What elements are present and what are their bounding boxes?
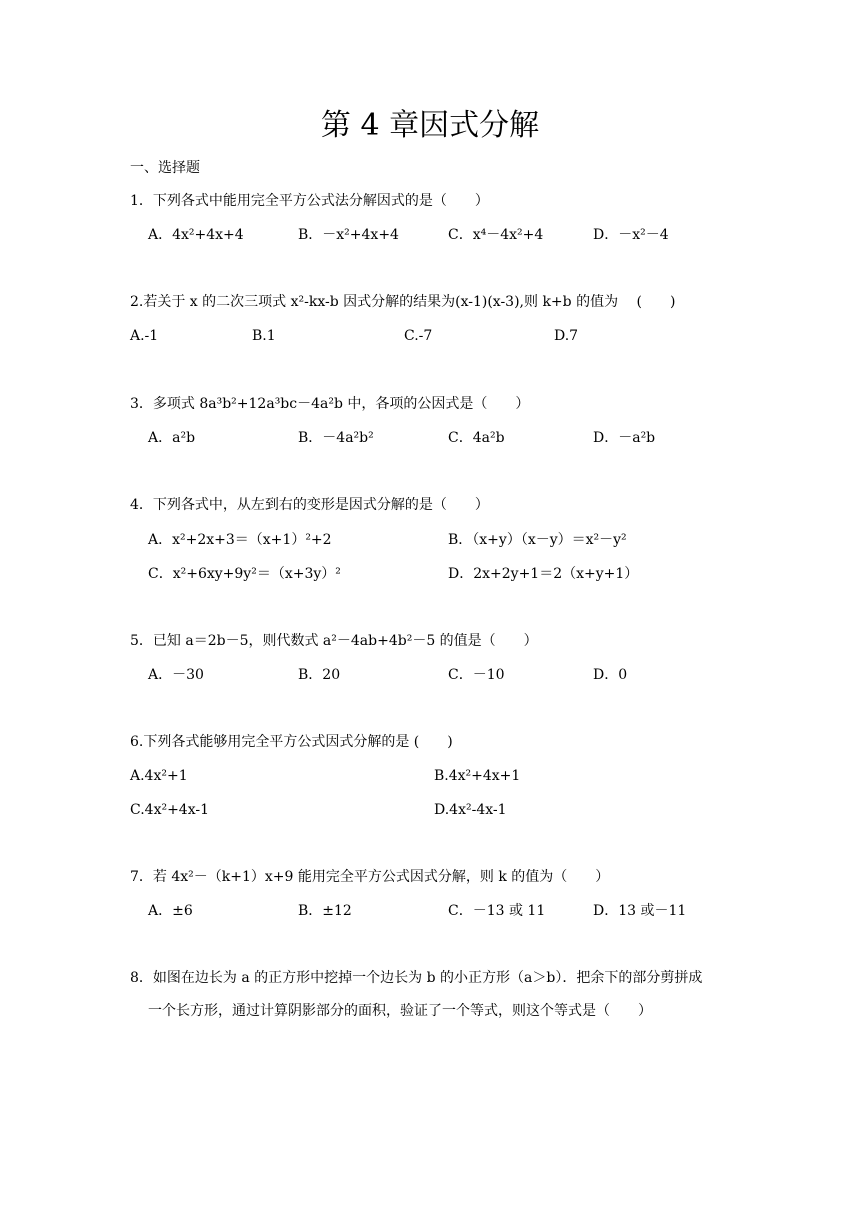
question-5-option-b: B．20: [298, 667, 341, 683]
question-2-option-d: D.7: [554, 328, 579, 344]
question-4-option-b: B．（x+y）（x－y）＝x²－y²: [448, 532, 627, 548]
question-6-option-b: B.4x²+4x+1: [434, 768, 521, 784]
question-2-stem: 2.若关于 x 的二次三项式 x²-kx-b 因式分解的结果为(x-1)(x-3),则 k+b 的值为 ( ): [130, 294, 676, 310]
question-3-option-d: D．－a²b: [593, 430, 656, 446]
question-2-option-b: B.1: [252, 328, 276, 344]
question-2-option-a: A.-1: [130, 328, 159, 344]
question-4-stem: 4．下列各式中，从左到右的变形是因式分解的是（ ）: [130, 497, 489, 513]
question-4-option-c: C．x²+6xy+9y²＝（x+3y）²: [148, 566, 341, 582]
question-7-option-d: D．13 或－11: [593, 903, 687, 919]
question-7-stem: 7．若 4x²－（k+1）x+9 能用完全平方公式因式分解，则 k 的值为（ ）: [130, 869, 610, 885]
question-7-option-b: B．±12: [298, 903, 352, 919]
question-1-option-b: B．－x²+4x+4: [298, 227, 399, 243]
question-8-stem-line-1: 8．如图在边长为 a 的正方形中挖掉一个边长为 b 的小正方形（a＞b）．把余下的部分剪拼成: [130, 970, 703, 986]
question-3-option-c: C．4a²b: [448, 430, 505, 446]
question-3-option-a: A．a²b: [148, 430, 196, 446]
question-5-option-d: D．0: [593, 667, 628, 683]
question-1-option-a: A．4x²+4x+4: [148, 227, 244, 243]
question-3-option-b: B．－4a²b²: [298, 430, 374, 446]
question-7-option-a: A．±6: [148, 903, 193, 919]
question-5-option-a: A．－30: [148, 667, 204, 683]
question-7-option-c: C．－13 或 11: [448, 903, 546, 919]
question-2-option-c: C.-7: [404, 328, 433, 344]
question-6-option-c: C.4x²+4x-1: [130, 802, 210, 818]
question-5-option-c: C．－10: [448, 667, 505, 683]
question-6-option-d: D.4x²-4x-1: [434, 802, 507, 818]
question-8-stem-line-2: 一个长方形，通过计算阴影部分的面积，验证了一个等式，则这个等式是（ ）: [148, 1003, 652, 1019]
question-1-stem: 1．下列各式中能用完全平方公式法分解因式的是（ ）: [130, 193, 489, 209]
question-1-option-c: C．x⁴－4x²+4: [448, 227, 544, 243]
question-4-option-d: D．2x+2y+1＝2（x+y+1）: [448, 566, 639, 582]
question-1-option-d: D．－x²－4: [593, 227, 669, 243]
question-5-stem: 5．已知 a＝2b－5，则代数式 a²－4ab+4b²－5 的值是（ ）: [130, 633, 538, 649]
question-6-stem: 6.下列各式能够用完全平方公式因式分解的是 ( ): [130, 734, 453, 750]
question-4-option-a: A．x²+2x+3＝（x+1）²+2: [148, 532, 332, 548]
question-6-option-a: A.4x²+1: [130, 768, 188, 784]
page-title: 第 4 章因式分解: [320, 108, 540, 143]
section-heading: 一、选择题: [130, 160, 200, 176]
question-3-stem: 3．多项式 8a³b²+12a³bc－4a²b 中，各项的公因式是（ ）: [130, 396, 530, 412]
